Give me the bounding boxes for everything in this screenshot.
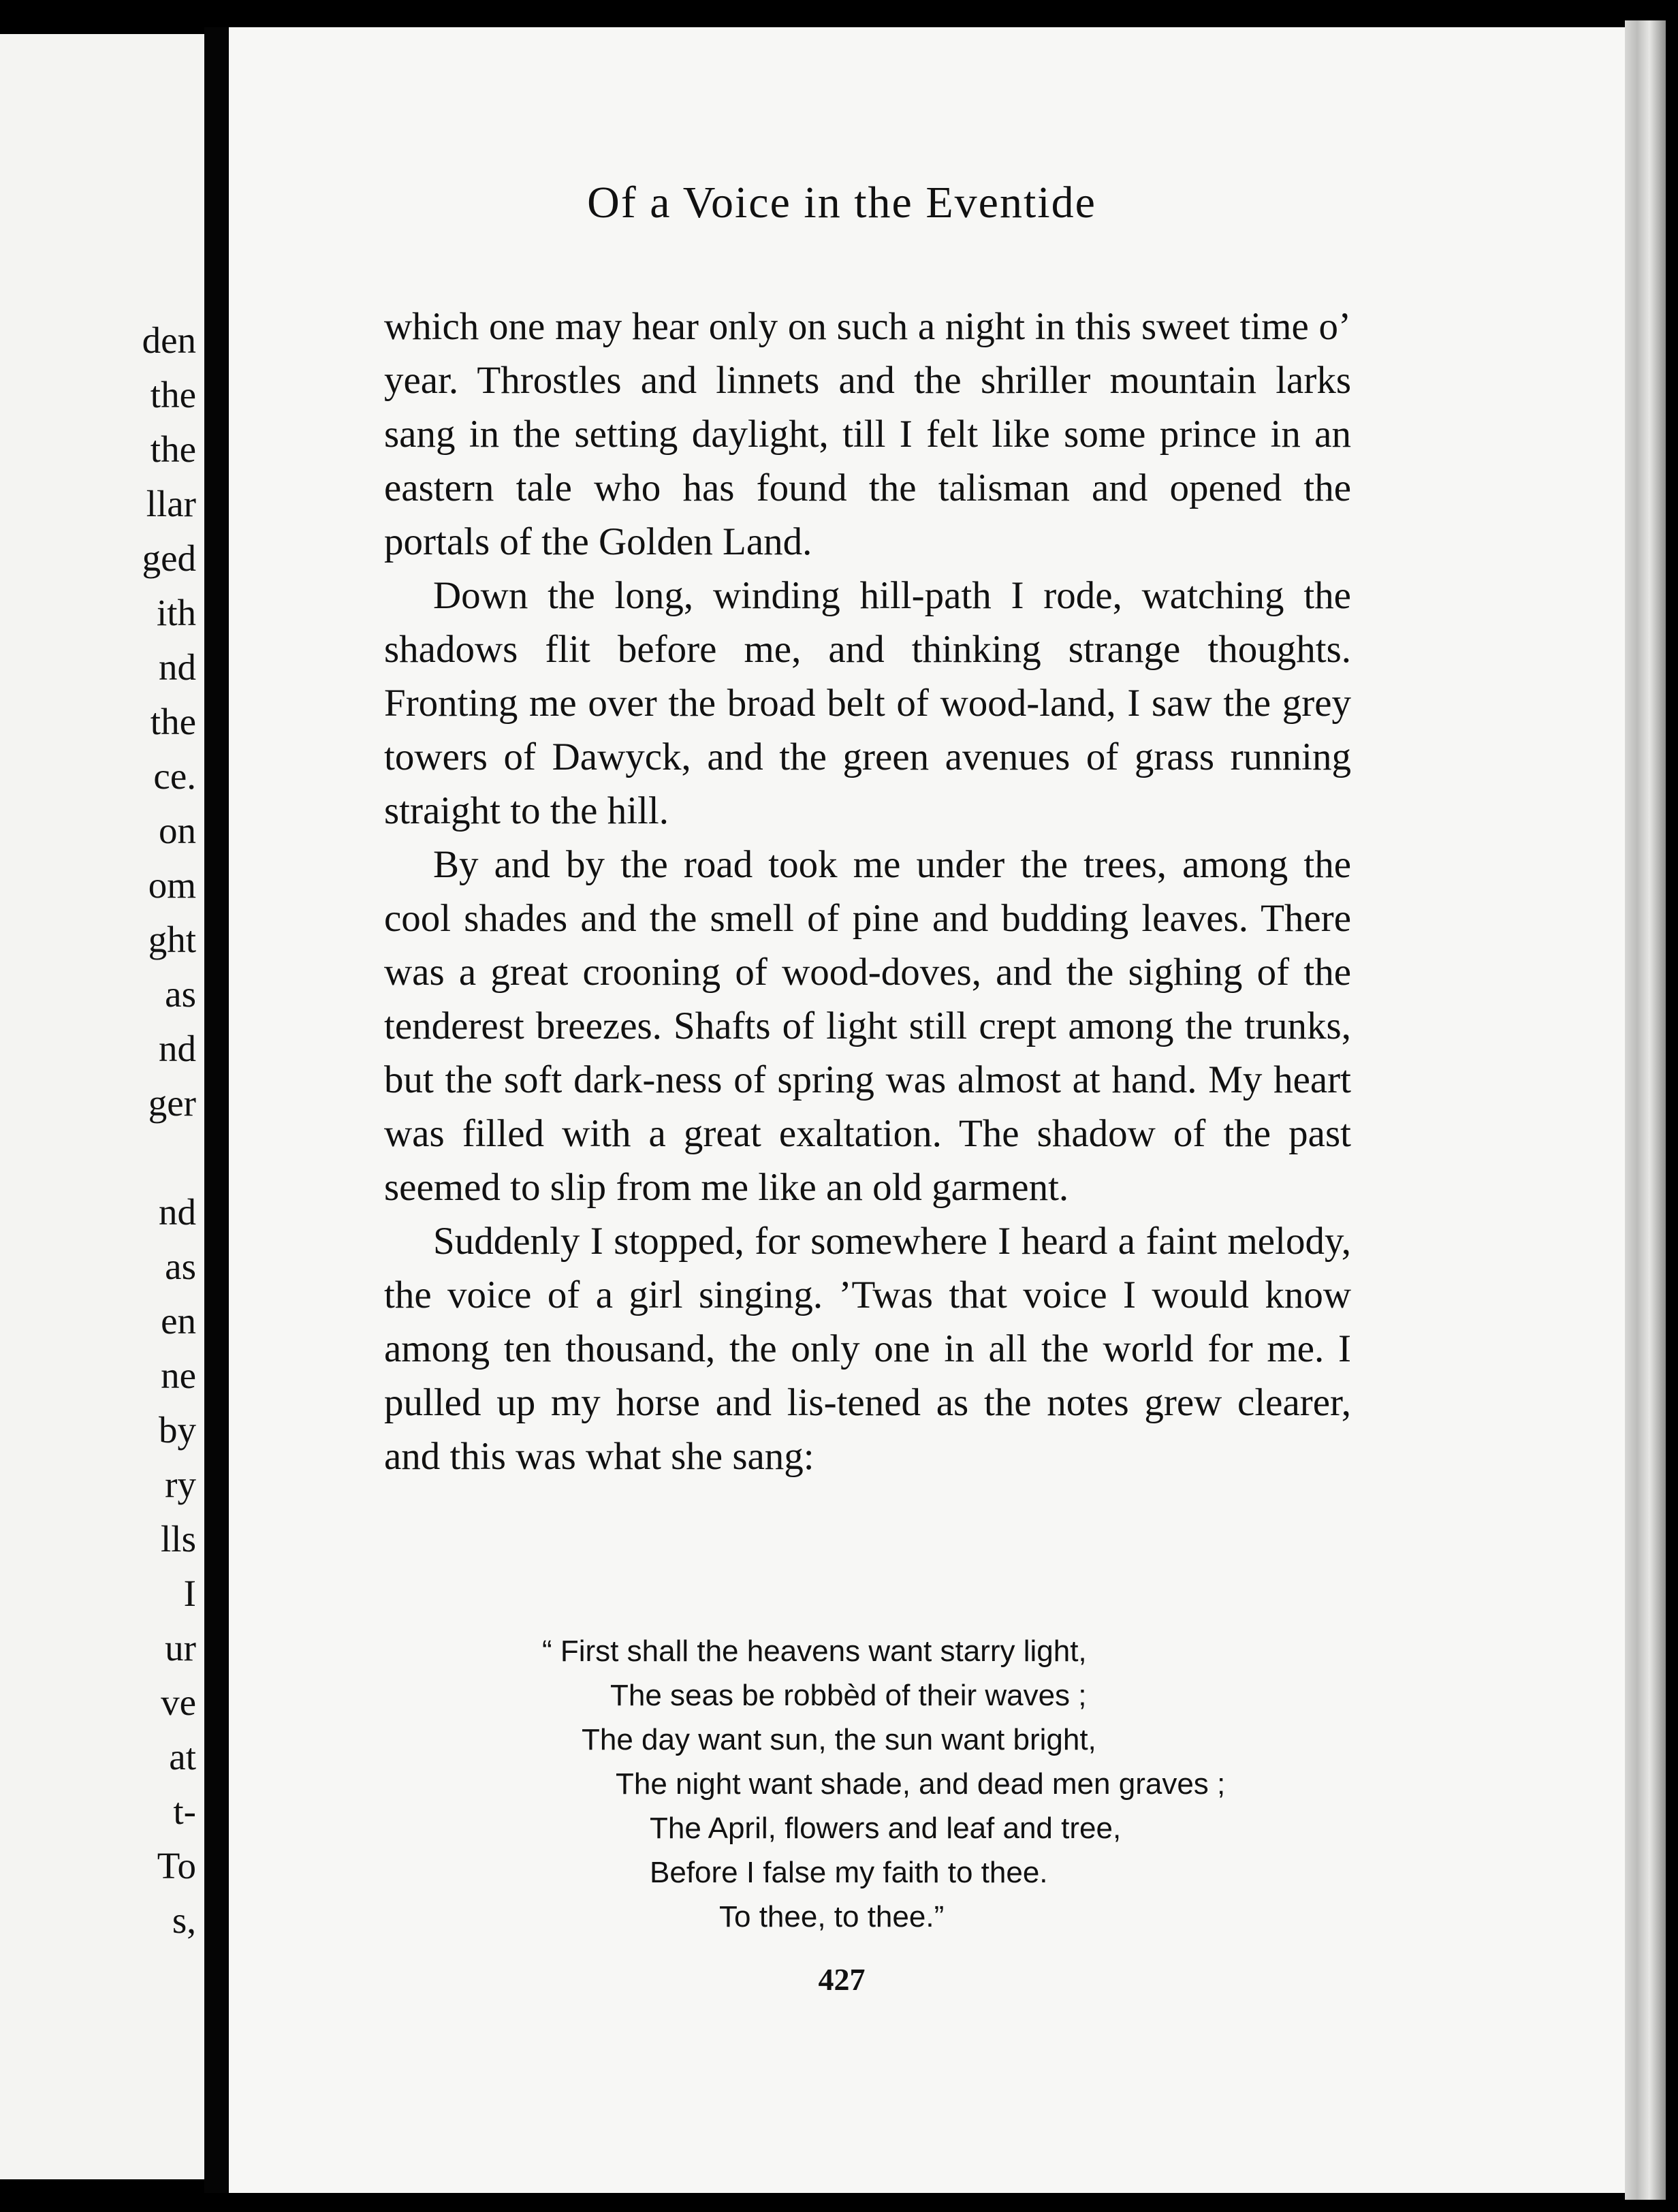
left-page-fragment: llar <box>146 483 196 524</box>
paragraph: By and by the road took me under the trees, among the cool shades and the smell of pine and budding leaves. There was a great crooning of wood-doves, and the sighing of the tenderest breezes. Shafts of light still crept among the trunks, but the soft dark-ness of spring was almost at hand. My heart was filled with a great exaltation. The shadow of the past seemed to slip from me like an old garment. <box>384 843 1351 1209</box>
left-page-fragment: den <box>142 319 196 361</box>
left-page-fragment: nd <box>159 646 196 688</box>
left-facing-page <box>0 34 204 2179</box>
page-number: 427 <box>818 1962 866 1997</box>
paragraph: Suddenly I stopped, for somewhere I heard a faint melody, the voice of a girl singing. ’Twas that voice I would know among ten thousand, the only one in all the world for me. I pulled up my horse and lis-tened as the notes grew clearer, and this was what she sang: <box>384 1220 1351 1478</box>
left-page-fragment: nd <box>159 1028 196 1069</box>
body-text <box>384 300 1351 1483</box>
left-page-fragment: en <box>161 1300 196 1342</box>
left-page-fragment: To <box>157 1845 196 1886</box>
poem-line: The night want shade, and dead men graves ; <box>616 1767 1226 1801</box>
book-gutter <box>204 27 229 2193</box>
left-page-fragment: as <box>165 1246 196 1287</box>
left-page-fragment: I <box>183 1573 196 1614</box>
left-page-fragment: t- <box>173 1790 196 1832</box>
running-head: Of a Voice in the Eventide <box>587 178 1096 227</box>
poem-line: The seas be robbèd of their waves ; <box>610 1679 1087 1712</box>
poem-line: To thee, to thee.” <box>719 1900 945 1933</box>
left-page-fragment: at <box>169 1736 196 1778</box>
paragraph: Down the long, winding hill-path I rode, watching the shadows flit before me, and thinking strange thoughts. Fronting me over the broad belt of wood-land, I saw the grey towers of Dawyck, and the green avenues of grass running straight to the hill. <box>384 574 1351 832</box>
right-page <box>229 27 1625 2193</box>
left-page-fragment: ce. <box>153 755 196 797</box>
poem-stanza <box>542 1629 1225 1939</box>
page-edges <box>1625 20 1666 2200</box>
left-page-fragment: as <box>165 973 196 1015</box>
poem-line: “ First shall the heavens want starry light, <box>542 1634 1087 1668</box>
left-page-fragment: ger <box>148 1082 196 1124</box>
left-page-fragment: nd <box>159 1191 196 1233</box>
left-page-fragment: s, <box>172 1899 196 1941</box>
left-page-fragment: ith <box>156 592 196 633</box>
poem-line: The April, flowers and leaf and tree, <box>650 1812 1122 1845</box>
paragraph: which one may hear only on such a night in this sweet time o’ year. Throstles and linnets and the shriller mountain larks sang in the setting daylight, till I felt like some prince in an eastern tale who has found the talisman and opened the portals of the Golden Land. <box>384 305 1351 563</box>
left-page-fragment: the <box>150 701 196 742</box>
left-page-fragment: by <box>159 1409 196 1451</box>
left-page-fragment: lls <box>161 1518 196 1560</box>
left-page-fragment: the <box>150 374 196 415</box>
left-page-fragment: ged <box>142 537 196 579</box>
poem-line: Before I false my faith to thee. <box>650 1856 1048 1889</box>
left-page-fragment: ur <box>165 1627 196 1669</box>
left-page-fragment: the <box>150 428 196 470</box>
left-page-fragment: om <box>148 864 196 906</box>
left-page-fragment: ne <box>161 1355 196 1396</box>
left-page-fragment: ry <box>165 1464 196 1505</box>
left-page-fragment: ght <box>148 919 196 960</box>
left-page-fragment: on <box>159 810 196 851</box>
left-page-fragment: ve <box>161 1681 196 1723</box>
poem-line: The day want sun, the sun want bright, <box>582 1723 1096 1756</box>
